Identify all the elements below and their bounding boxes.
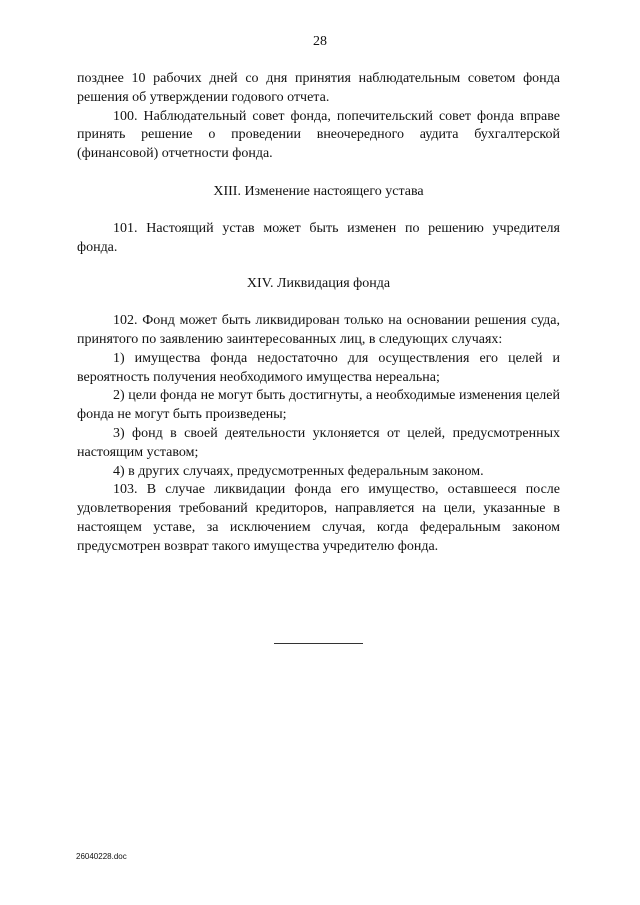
case-item-1: 1) имущества фонда недостаточно для осуществления его целей и вероятность получения необходимого имущества нереальна;: [77, 350, 560, 385]
footer-filename: 26040228.doc: [76, 852, 127, 861]
paragraph-100: 100. Наблюдательный совет фонда, попечительский совет фонда вправе принять решение о проведении внеочередного аудита бухгалтерской (финансовой) отчетности фонда.: [77, 108, 560, 162]
end-divider-line: [274, 643, 363, 644]
paragraph-102: 102. Фонд может быть ликвидирован только на основании решения суда, принятого по заявлению заинтересованных лиц, в следующих случаях:: [77, 313, 560, 347]
paragraph-103: 103. В случае ликвидации фонда его имущество, оставшееся после удовлетворения требований кредиторов, направляется на цели, указанные в настоящем уставе, за исключением случая, когда федеральным законом предусмотрен возврат такого имущества учредителю фонда.: [77, 482, 560, 554]
case-item-4: 4) в других случаях, предусмотренных федеральным законом.: [113, 463, 484, 479]
case-item-2: 2) цели фонда не могут быть достигнуты, а необходимые изменения целей фонда не могут быть произведены;: [77, 388, 560, 423]
paragraph-101: 101. Настоящий устав может быть изменен по решению учредителя фонда.: [77, 220, 560, 255]
section-heading-xiv: XIV. Ликвидация фонда: [246, 276, 391, 292]
document-body: [77, 70, 560, 557]
section-heading-xiii: XIII. Изменение настоящего устава: [213, 183, 424, 199]
page-number: 28: [313, 34, 327, 49]
paragraph-continuation: позднее 10 рабочих дней со дня принятия наблюдательным советом фонда решения об утверждении годового отчета.: [77, 71, 560, 105]
case-item-3: 3) фонд в своей деятельности уклоняется от целей, предусмотренных настоящим уставом;: [77, 425, 560, 460]
